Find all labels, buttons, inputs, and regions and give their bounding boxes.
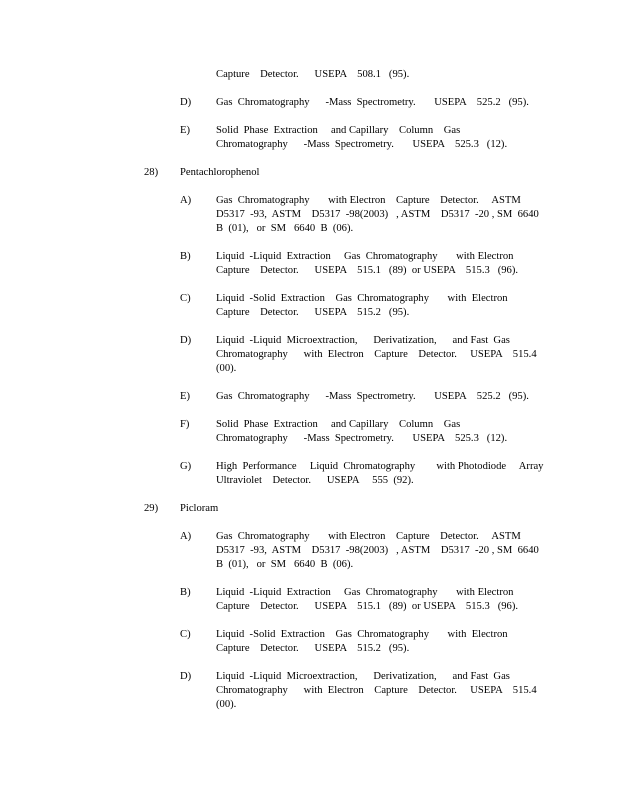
entry-letter: C): [180, 629, 191, 640]
entry-text-line: Ultraviolet Detector. USEPA 555 (92).: [216, 475, 414, 486]
entry-letter: D): [180, 97, 192, 108]
entry-text: [216, 670, 546, 712]
entry-text-line: Liquid -Solid Extraction Gas Chromatography with Electron: [216, 629, 508, 640]
entry-text-line: D5317 -93, ASTM D5317 -98(2003) , ASTM D5317 -20 , SM 6640: [216, 545, 539, 556]
entry-text-line: (00).: [216, 699, 237, 710]
entry-text-line: B (01), or SM 6640 B (06).: [216, 223, 354, 234]
entry-text: [216, 390, 546, 404]
continuation-line: Capture Detector. USEPA 508.1 (95).: [216, 69, 410, 80]
entry-text-line: Capture Detector. USEPA 515.2 (95).: [216, 643, 410, 654]
entry-letter: E): [180, 125, 190, 136]
entry-text: [216, 418, 546, 446]
entry-text-line: Liquid -Liquid Extraction Gas Chromatography with Electron: [216, 251, 514, 262]
entry-text-line: Chromatography -Mass Spectrometry. USEPA 525.3 (12).: [216, 433, 508, 444]
entry-text: [216, 292, 546, 320]
entry-text: [216, 96, 546, 110]
entry-letter: G): [180, 461, 192, 472]
entry-text: [216, 628, 546, 656]
entry-text-line: High Performance Liquid Chromatography with Photodiode Array: [216, 461, 544, 472]
entry-text-line: Solid Phase Extraction and Capillary Column Gas: [216, 419, 461, 430]
entry-text-line: Liquid -Liquid Extraction Gas Chromatography with Electron: [216, 587, 514, 598]
entry-text: [216, 124, 546, 152]
entry-letter: B): [180, 587, 191, 598]
entry-letter: D): [180, 335, 192, 346]
entry-text-line: Solid Phase Extraction and Capillary Column Gas: [216, 125, 461, 136]
entry-text-line: Gas Chromatography with Electron Capture Detector. ASTM: [216, 531, 521, 542]
entry-text: [216, 530, 546, 572]
entry-text: [216, 460, 546, 488]
entry-letter: D): [180, 671, 192, 682]
entry-text-line: Chromatography with Electron Capture Detector. USEPA 515.4: [216, 685, 537, 696]
section-number: 29): [144, 503, 159, 514]
entry-text-line: Gas Chromatography with Electron Capture Detector. ASTM: [216, 195, 521, 206]
entry-text: [216, 586, 546, 614]
entry-text: [216, 194, 546, 236]
entry-letter: B): [180, 251, 191, 262]
entry-text-line: Capture Detector. USEPA 515.1 (89) or USEPA 515.3 (96).: [216, 265, 519, 276]
entry-text-line: Gas Chromatography -Mass Spectrometry. USEPA 525.2 (95).: [216, 97, 529, 108]
entry-letter: F): [180, 419, 190, 430]
section-name: Pentachlorophenol: [180, 167, 260, 178]
entry-letter: A): [180, 531, 192, 542]
entry-letter: E): [180, 391, 190, 402]
entry-text: [216, 334, 546, 376]
entry-text-line: D5317 -93, ASTM D5317 -98(2003) , ASTM D5317 -20 , SM 6640: [216, 209, 539, 220]
entry-text-line: Gas Chromatography -Mass Spectrometry. USEPA 525.2 (95).: [216, 391, 529, 402]
section-name: Picloram: [180, 503, 219, 514]
entry-text: [216, 250, 546, 278]
entry-letter: C): [180, 293, 191, 304]
entry-text-line: Liquid -Liquid Microextraction, Derivatization, and Fast Gas: [216, 335, 510, 346]
entry-letter: A): [180, 195, 192, 206]
entry-text-line: Liquid -Liquid Microextraction, Derivatization, and Fast Gas: [216, 671, 510, 682]
section-number: 28): [144, 167, 159, 178]
entry-text-line: Capture Detector. USEPA 515.2 (95).: [216, 307, 410, 318]
entry-text-line: Chromatography with Electron Capture Detector. USEPA 515.4: [216, 349, 537, 360]
entry-text-line: Liquid -Solid Extraction Gas Chromatography with Electron: [216, 293, 508, 304]
entry-text-line: Capture Detector. USEPA 515.1 (89) or USEPA 515.3 (96).: [216, 601, 519, 612]
entry-text-line: Chromatography -Mass Spectrometry. USEPA 525.3 (12).: [216, 139, 508, 150]
entry-text-line: B (01), or SM 6640 B (06).: [216, 559, 354, 570]
entry-text-line: (00).: [216, 363, 237, 374]
